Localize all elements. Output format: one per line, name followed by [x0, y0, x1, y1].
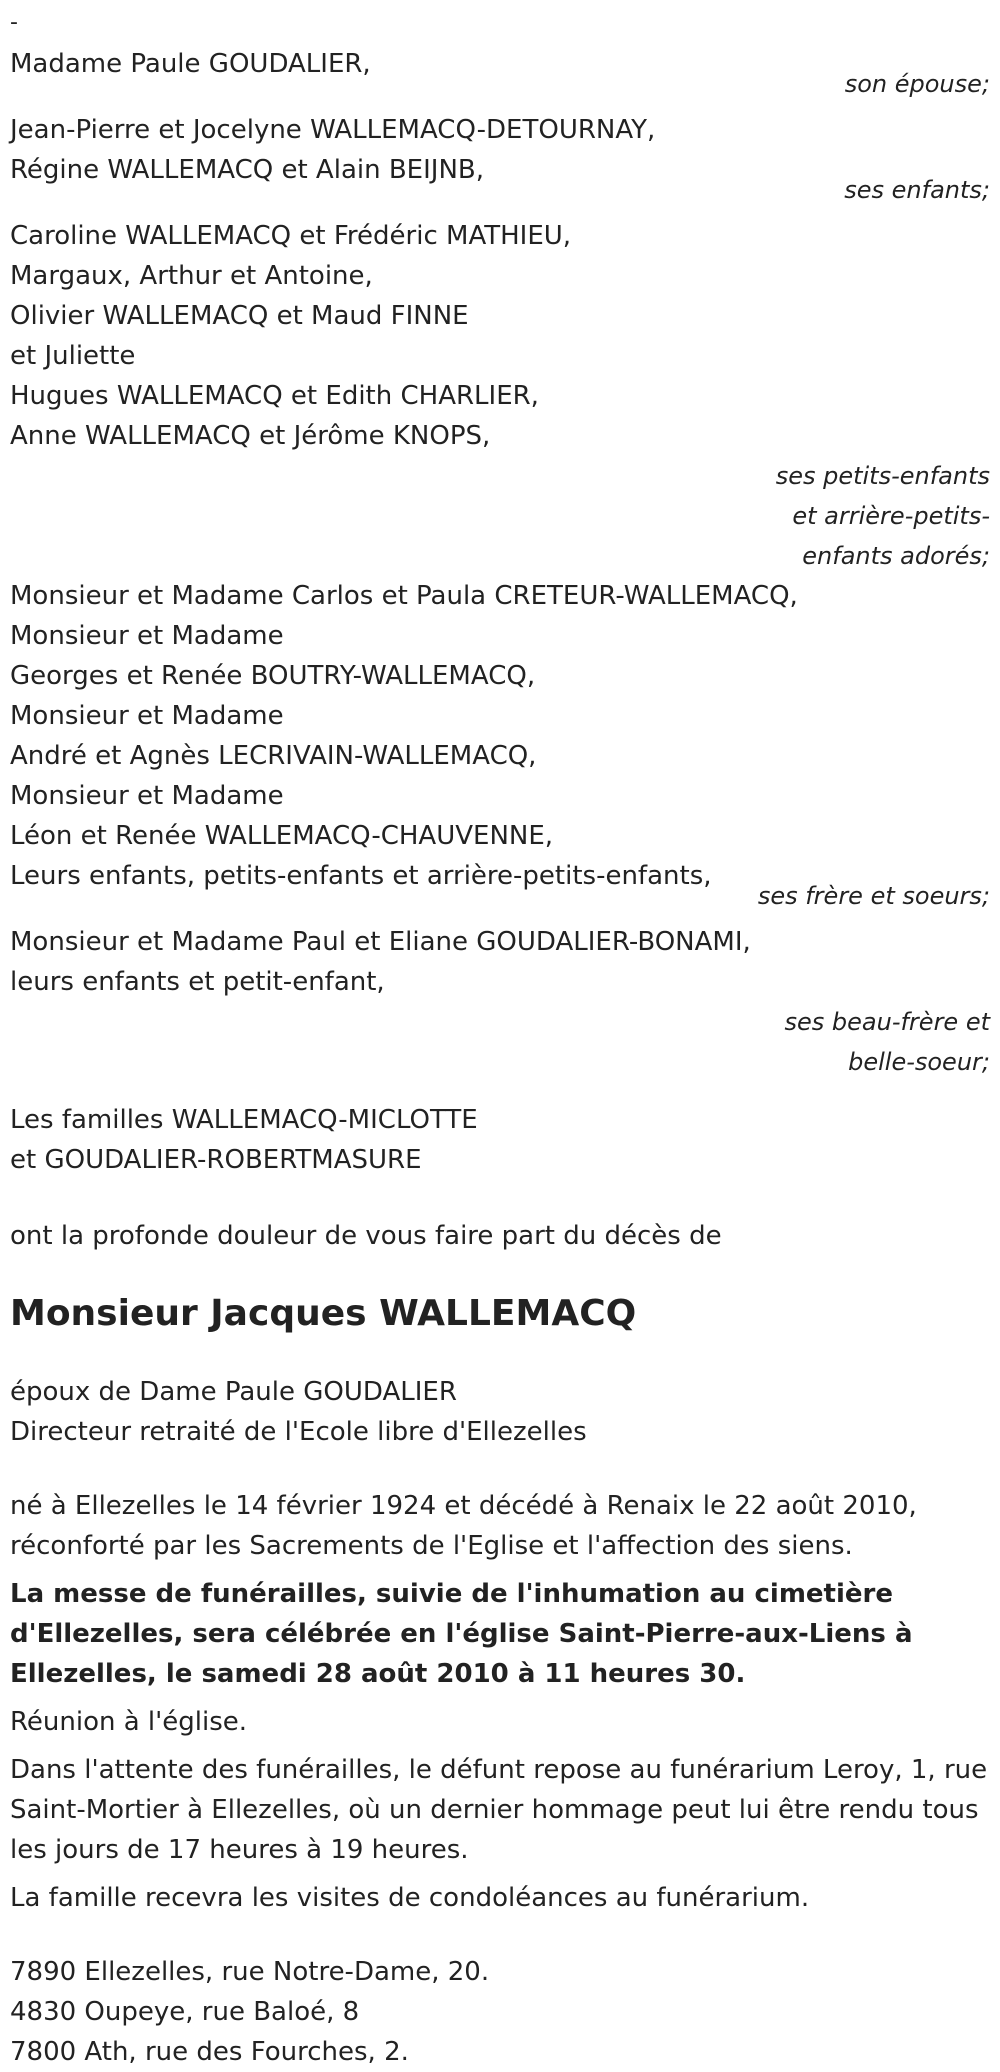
- family-name-line: Monsieur et Madame Paul et Eliane GOUDALIER-BONAMI,: [10, 927, 751, 957]
- family-name-line: Caroline WALLEMACQ et Frédéric MATHIEU,: [10, 221, 572, 251]
- family-name-line: Hugues WALLEMACQ et Edith CHARLIER,: [10, 381, 539, 411]
- family-group-families: [10, 1100, 990, 1180]
- family-name-line: Madame Paule GOUDALIER,: [10, 49, 371, 79]
- funeral-details: La messe de funérailles, suivie de l'inhumation au cimetière d'Ellezelles, sera célébrée en l'église Saint-Pierre-aux-Liens à Ellezelles, le samedi 28 août 2010 à 11 heures 30.: [10, 1579, 913, 1689]
- condolences-note: La famille recevra les visites de condoléances au funérarium.: [10, 1883, 810, 1913]
- address-line: 7800 Ath, rue des Fourches, 2.: [10, 2037, 409, 2067]
- family-group-siblings: [10, 576, 990, 916]
- family-name-line: Régine WALLEMACQ et Alain BEIJNB,: [10, 155, 484, 185]
- reunion-note: Réunion à l'église.: [10, 1707, 248, 1737]
- family-name-line: Monsieur et Madame: [10, 621, 284, 651]
- family-name-line: Olivier WALLEMACQ et Maud FINNE: [10, 301, 469, 331]
- family-name-line: Monsieur et Madame: [10, 781, 284, 811]
- family-group-in-laws: [10, 922, 990, 1082]
- birth-death-block: [10, 1486, 990, 1566]
- family-name-line: Jean-Pierre et Jocelyne WALLEMACQ-DETOURNAY,: [10, 115, 656, 145]
- spacer: [10, 1180, 990, 1216]
- profession-line: Directeur retraité de l'Ecole libre d'Ellezelles: [10, 1417, 587, 1447]
- family-name-line: Léon et Renée WALLEMACQ-CHAUVENNE,: [10, 821, 554, 851]
- relation-label: ses petits-enfants: [775, 462, 990, 490]
- address-list: [10, 1952, 990, 2072]
- relation-label: et arrière-petits-: [792, 502, 990, 530]
- family-name-line: Les familles WALLEMACQ-MICLOTTE: [10, 1105, 478, 1135]
- family-name-line: Monsieur et Madame Carlos et Paula CRETEUR-WALLEMACQ,: [10, 581, 798, 611]
- family-name-line: Georges et Renée BOUTRY-WALLEMACQ,: [10, 661, 536, 691]
- comfort-line: réconforté par les Sacrements de l'Eglise et l'affection des siens.: [10, 1531, 853, 1561]
- funerarium-note: Dans l'attente des funérailles, le défunt repose au funérarium Leroy, 1, rue Saint-Mortier à Ellezelles, où un dernier hommage peut lui être rendu tous les jours de 17 heures à 19 heures.: [10, 1755, 988, 1865]
- address-line: 7890 Ellezelles, rue Notre-Dame, 20.: [10, 1957, 490, 1987]
- family-name-line: Monsieur et Madame: [10, 701, 284, 731]
- family-name-line: Leurs enfants, petits-enfants et arrière-petits-enfants,: [10, 861, 712, 891]
- family-name-line: et GOUDALIER-ROBERTMASURE: [10, 1145, 422, 1175]
- family-name-line: et Juliette: [10, 341, 136, 371]
- relation-label: son épouse;: [844, 70, 990, 98]
- spouse-line: époux de Dame Paule GOUDALIER: [10, 1377, 457, 1407]
- relation-label: ses frère et soeurs;: [757, 882, 990, 910]
- family-name-line: André et Agnès LECRIVAIN-WALLEMACQ,: [10, 741, 537, 771]
- leading-dash: -: [10, 10, 18, 35]
- family-name-line: Margaux, Arthur et Antoine,: [10, 261, 373, 291]
- family-group-grandchildren: [10, 216, 990, 576]
- deceased-info: [10, 1372, 990, 1452]
- relation-label: ses enfants;: [844, 176, 990, 204]
- relation-label: ses beau-frère et: [784, 1008, 990, 1036]
- obituary-notice: [10, 0, 990, 2072]
- family-name-line: Anne WALLEMACQ et Jérôme KNOPS,: [10, 421, 491, 451]
- family-group-spouse: [10, 44, 990, 104]
- relation-label: belle-soeur;: [848, 1048, 990, 1076]
- address-line: 4830 Oupeye, rue Baloé, 8: [10, 1997, 360, 2027]
- birth-death-line: né à Ellezelles le 14 février 1924 et décédé à Renaix le 22 août 2010,: [10, 1491, 917, 1521]
- relation-label: enfants adorés;: [802, 542, 990, 570]
- announcement-intro: ont la profonde douleur de vous faire part du décès de: [10, 1221, 722, 1251]
- family-name-line: leurs enfants et petit-enfant,: [10, 967, 385, 997]
- deceased-name: Monsieur Jacques WALLEMACQ: [10, 1293, 637, 1334]
- family-group-children: [10, 110, 990, 210]
